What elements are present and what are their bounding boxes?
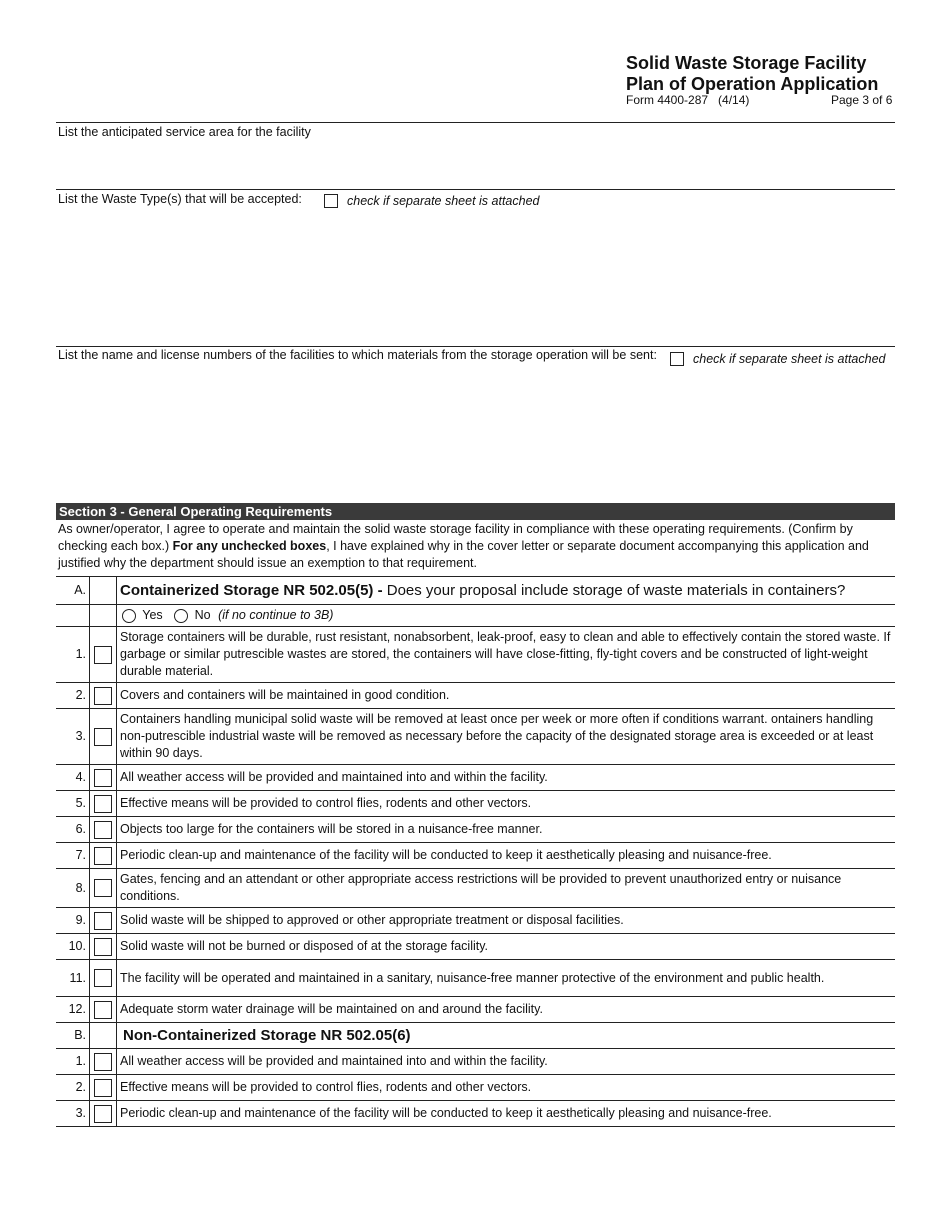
empty-cell [90,605,117,627]
requirement-text: Effective means will be provided to control flies, rodents and other vectors. [117,1075,896,1101]
requirement-checkbox-cell [90,843,117,869]
requirement-checkbox-cell [90,709,117,765]
requirement-checkbox[interactable] [94,912,112,930]
requirement-row [56,960,895,997]
form-title-line2: Plan of Operation Application [626,74,879,94]
requirement-number: 5. [56,791,90,817]
waste-types-separate-sheet-label: check if separate sheet is attached [347,194,540,208]
requirement-checkbox-cell [90,683,117,709]
yes-label: Yes [142,608,163,622]
section-a-heading-rest: Does your proposal include storage of waste materials in containers? [386,582,846,599]
empty-cell [90,1023,117,1049]
yes-no-cell [117,605,896,627]
requirement-checkbox[interactable] [94,769,112,787]
section-a-label: A. [56,577,90,605]
requirement-number: 9. [56,908,90,934]
requirement-text: The facility will be operated and maintained in a sanitary, nuisance-free manner protective of the environment and public health. [117,960,896,997]
requirement-row [56,997,895,1023]
divider [56,189,895,190]
section-a-header-row [56,577,895,605]
requirement-row [56,791,895,817]
empty-cell [56,605,90,627]
requirement-text: Gates, fencing and an attendant or other appropriate access restrictions will be provided to prevent unauthorized entry or nuisance conditions. [117,869,896,908]
requirement-row [56,817,895,843]
requirement-checkbox-cell [90,869,117,908]
requirement-checkbox[interactable] [94,879,112,897]
waste-types-label: List the Waste Type(s) that will be accepted: [58,192,302,206]
requirement-text: Objects too large for the containers will be stored in a nuisance-free manner. [117,817,896,843]
service-area-label: List the anticipated service area for the facility [58,125,311,139]
requirement-number: 7. [56,843,90,869]
requirement-text: Solid waste will not be burned or disposed of at the storage facility. [117,934,896,960]
requirement-number: 3. [56,1101,90,1127]
intro-text-a: As owner/operator, I agree to operate and maintain the solid waste storage facility in compliance with these operating requirements. (Confirm by checking each box.) [58,522,853,553]
service-area-input[interactable] [58,142,893,186]
requirement-text: Periodic clean-up and maintenance of the facility will be conducted to keep it aesthetically pleasing and nuisance-free. [117,843,896,869]
requirement-number: 4. [56,765,90,791]
requirement-number: 12. [56,997,90,1023]
intro-text-b: , I have explained why in the cover letter or separate document accompanying this application and justified why the department should issue an exemption to that requirement. [58,539,869,570]
divider [56,122,895,123]
requirement-row [56,1101,895,1127]
requirement-checkbox-cell [90,1101,117,1127]
requirement-checkbox[interactable] [94,1079,112,1097]
requirement-checkbox-cell [90,908,117,934]
requirement-row [56,908,895,934]
facilities-input[interactable] [58,382,893,500]
requirement-text: All weather access will be provided and maintained into and within the facility. [117,765,896,791]
requirement-row [56,843,895,869]
requirement-number: 1. [56,1049,90,1075]
page-number: Page 3 of 6 [831,93,893,107]
requirement-row [56,683,895,709]
waste-types-separate-sheet-checkbox[interactable] [324,194,338,208]
requirement-row [56,869,895,908]
requirement-checkbox[interactable] [94,687,112,705]
requirement-text: Solid waste will be shipped to approved or other appropriate treatment or disposal facilities. [117,908,896,934]
requirement-checkbox-cell [90,817,117,843]
requirement-checkbox-cell [90,1049,117,1075]
requirement-checkbox[interactable] [94,847,112,865]
requirement-row [56,1075,895,1101]
requirement-text: Effective means will be provided to control flies, rodents and other vectors. [117,791,896,817]
requirement-checkbox[interactable] [94,938,112,956]
requirement-checkbox[interactable] [94,1105,112,1123]
waste-types-input[interactable] [58,212,893,342]
section-b-heading [117,1023,896,1049]
requirement-number: 2. [56,683,90,709]
section-a-heading [117,577,896,605]
requirement-checkbox-cell [90,997,117,1023]
facilities-separate-sheet-label: check if separate sheet is attached [693,352,886,366]
requirement-checkbox[interactable] [94,1001,112,1019]
requirement-checkbox-cell [90,627,117,683]
section-a-yes-no-row [56,605,895,627]
requirement-checkbox[interactable] [94,795,112,813]
requirement-number: 10. [56,934,90,960]
requirement-number: 3. [56,709,90,765]
requirement-text: Periodic clean-up and maintenance of the facility will be conducted to keep it aesthetically pleasing and nuisance-free. [117,1101,896,1127]
requirement-checkbox[interactable] [94,1053,112,1071]
facilities-separate-sheet-checkbox[interactable] [670,352,684,366]
section-b-heading-text: Non-Containerized Storage NR 502.05(6) [123,1026,411,1044]
intro-text-bold: For any unchecked boxes [172,539,327,553]
empty-cell [90,577,117,605]
no-label: No [194,608,211,622]
requirement-text: Storage containers will be durable, rust resistant, nonabsorbent, leak-proof, easy to clean and able to effectively contain the stored waste. If garbage or similar putrescible wastes are stored, the containers will have close-fitting, fly-tight covers and be constructed of light-weight durable material. [117,627,896,683]
form-title-line1: Solid Waste Storage Facility [626,53,867,73]
no-radio[interactable] [174,609,188,623]
section-3-intro [58,521,893,572]
requirement-text: Covers and containers will be maintained in good condition. [117,683,896,709]
form-number: Form 4400-287 (4/14) [626,93,750,107]
requirement-row [56,1049,895,1075]
requirement-checkbox[interactable] [94,646,112,664]
section-b-label: B. [56,1023,90,1049]
requirements-table [56,576,895,1127]
section-b-header-row [56,1023,895,1049]
no-note: (if no continue to 3B) [218,608,334,622]
form-title [626,53,926,95]
section-3-title: Section 3 - General Operating Requirements [56,503,895,520]
requirement-number: 1. [56,627,90,683]
facilities-label: List the name and license numbers of the facilities to which materials from the storage operation will be sent: [58,348,657,362]
requirement-checkbox-cell [90,765,117,791]
requirement-number: 11. [56,960,90,997]
requirement-number: 2. [56,1075,90,1101]
requirement-row [56,765,895,791]
requirement-checkbox[interactable] [94,821,112,839]
requirement-row [56,709,895,765]
requirement-text: All weather access will be provided and maintained into and within the facility. [117,1049,896,1075]
requirement-text: Containers handling municipal solid waste will be removed at least once per week or more often if conditions warrant. ontainers handling non-putrescible industrial waste will be removed as necessary before the capacity of the designated storage area is exceeded or at least within 90 days. [117,709,896,765]
requirement-checkbox[interactable] [94,969,112,987]
section-a-heading-bold: Containerized Storage NR 502.05(5) - [120,582,387,599]
requirement-checkbox-cell [90,791,117,817]
requirement-row [56,627,895,683]
yes-radio[interactable] [122,609,136,623]
requirement-number: 8. [56,869,90,908]
requirement-checkbox-cell [90,934,117,960]
requirement-row [56,934,895,960]
requirement-checkbox-cell [90,1075,117,1101]
requirement-checkbox[interactable] [94,728,112,746]
requirement-text: Adequate storm water drainage will be maintained on and around the facility. [117,997,896,1023]
requirement-checkbox-cell [90,960,117,997]
requirement-number: 6. [56,817,90,843]
